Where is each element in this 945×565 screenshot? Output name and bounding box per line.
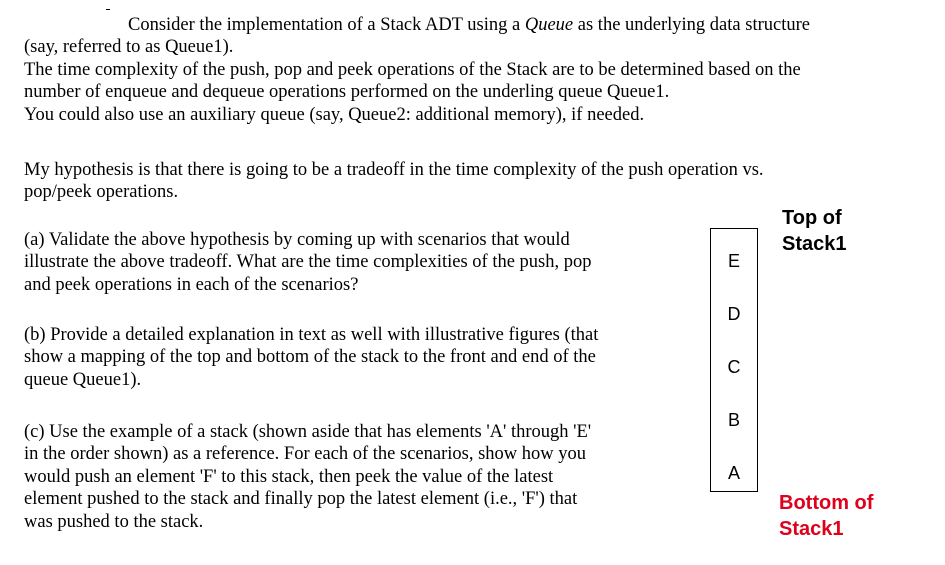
- intro-line-3: The time complexity of the push, pop and peek operations of the Stack are to be determined based on the: [24, 59, 801, 80]
- part-c-paragraph: [24, 421, 591, 533]
- part-c-line-1: (c) Use the example of a stack (shown aside that has elements 'A' through 'E': [24, 422, 592, 442]
- stack-element-e: E: [727, 251, 740, 271]
- part-b-line-1: (b) Provide a detailed explanation in text as well with illustrative figures (that: [24, 325, 599, 345]
- hypothesis-line-1: My hypothesis is that there is going to be a tradeoff in the time complexity of the push operation vs.: [24, 160, 764, 180]
- top-label-line-2: Stack1: [782, 233, 847, 255]
- stack-element-b: B: [727, 410, 740, 430]
- stack-element-d: D: [727, 304, 741, 324]
- part-b-paragraph: [24, 324, 598, 391]
- part-a-line-1: (a) Validate the above hypothesis by coming up with scenarios that would: [24, 230, 570, 250]
- part-b-line-3: queue Queue1).: [24, 369, 142, 390]
- bottom-of-stack-label: [779, 490, 873, 542]
- intro-line-4: number of enqueue and dequeue operations performed on the underling queue Queue1.: [24, 82, 670, 103]
- part-a-line-2: illustrate the above tradeoff. What are the time complexities of the push, pop: [24, 252, 592, 273]
- part-a-paragraph: [24, 229, 592, 296]
- stack-diagram: [710, 228, 758, 492]
- part-b-line-2: show a mapping of the top and bottom of the stack to the front and end of the: [24, 347, 596, 368]
- hypothesis-paragraph: [24, 159, 764, 204]
- hypothesis-line-2: pop/peek operations.: [24, 182, 179, 203]
- intro-line-1-end: as the underlying data structure: [573, 15, 810, 35]
- stack-element-a: A: [727, 463, 740, 483]
- part-a-line-3: and peek operations in each of the scenarios?: [24, 274, 359, 295]
- intro-line-2: (say, referred to as Queue1).: [24, 37, 234, 58]
- intro-line-1-text: Consider the implementation of a Stack ADT using a: [128, 15, 525, 35]
- bottom-label-line-2: Stack1: [779, 518, 844, 540]
- intro-line-5: You could also use an auxiliary queue (say, Queue2: additional memory), if needed.: [24, 104, 645, 125]
- queue-italic: Queue: [524, 15, 574, 35]
- intro-line-1: [24, 14, 810, 36]
- part-c-line-2: in the order shown) as a reference. For each of the scenarios, show how you: [24, 444, 587, 465]
- bottom-label-line-1: Bottom of: [779, 492, 874, 514]
- stack-element-c: C: [727, 357, 741, 377]
- stray-mark: [106, 9, 110, 10]
- part-c-line-4: element pushed to the stack and finally pop the latest element (i.e., 'F') that: [24, 489, 578, 510]
- top-label-line-1: Top of: [782, 207, 842, 229]
- intro-paragraph: [24, 14, 810, 126]
- part-c-line-5: was pushed to the stack.: [24, 511, 204, 532]
- top-of-stack-label: [782, 205, 847, 257]
- part-c-line-3: would push an element 'F' to this stack, then peek the value of the latest: [24, 466, 554, 487]
